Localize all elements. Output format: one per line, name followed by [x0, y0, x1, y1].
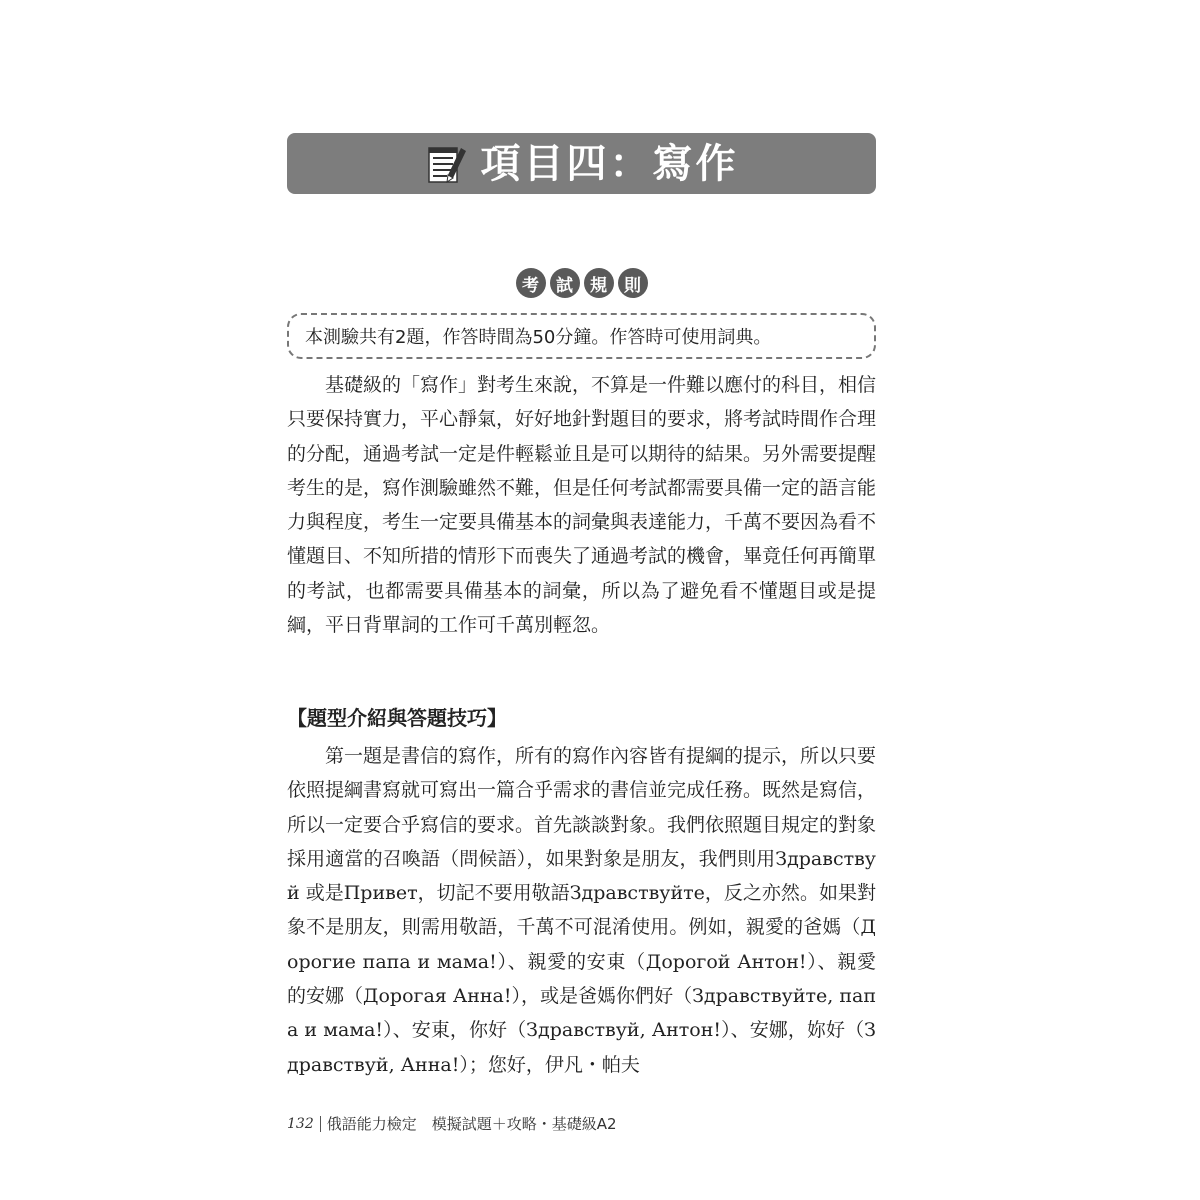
intro-paragraph: 基礎級的「寫作」對考生來說，不算是一件難以應付的科目，相信只要保持實力，平心靜氣，好好地針對題目的要求，將考試時間作合理的分配，通過考試一定是件輕鬆並且是可以期待的結果。另外需要提醒考生的是，寫作測驗雖然不難，但是任何考試都需要具備一定的語言能力與程度，考生一定要具備基本的詞彙與表達能力，千萬不要因為看不懂題目、不知所措的情形下而喪失了通過考試的機會，畢竟任何再簡單的考試，也都需要具備基本的詞彙，所以為了避免看不懂題目或是提綱，平日背單詞的工作可千萬別輕忽。	[287, 374, 877, 637]
exam-rules-box	[287, 313, 876, 359]
book-title: 俄語能力檢定 模擬試題＋攻略・基礎級A2	[326, 1115, 617, 1133]
chapter-banner	[287, 133, 876, 194]
footer-divider	[320, 1116, 321, 1132]
chapter-title: 項目四：寫作	[480, 139, 739, 187]
technique-paragraph: 第一題是書信的寫作，所有的寫作內容皆有提綱的提示，所以只要依照提綱書寫就可寫出一篇合乎需求的書信並完成任務。既然是寫信，所以一定要合乎寫信的要求。首先談談對象。我們依照題目規定的對象採用適當的召喚語（問候語），如果對象是朋友，我們則用Здравствуй 或是Привет，切記不要用敬語Здравствуйте，反之亦然。如果對象不是朋友，則需用敬語，千萬不可混淆使用。例如，親愛的爸媽（Дорогие папа и мама!）、親愛的安東（Дорогой Антон!）、親愛的安娜（Дорогая Анна!），或是爸媽你們好（Здравствуйте, папа и мама!）、安東，你好（Здравствуй, Антон!）、安娜，妳好（Здравствуй, Анна!）；您好，伊凡・帕夫	[287, 745, 877, 1076]
notepad-pencil-icon	[425, 142, 469, 186]
page-number: 132	[287, 1115, 314, 1132]
exam-rules-heading	[0, 268, 1163, 298]
section-heading: 【題型介紹與答題技巧】	[287, 706, 507, 730]
rules-heading-char: 規	[584, 268, 614, 298]
rules-heading-char: 則	[618, 268, 648, 298]
rules-heading-char: 試	[550, 268, 580, 298]
page-footer	[287, 1113, 617, 1134]
exam-rules-text: 本測驗共有2題，作答時間為50分鐘。作答時可使用詞典。	[305, 327, 772, 348]
rules-heading-char: 考	[516, 268, 546, 298]
